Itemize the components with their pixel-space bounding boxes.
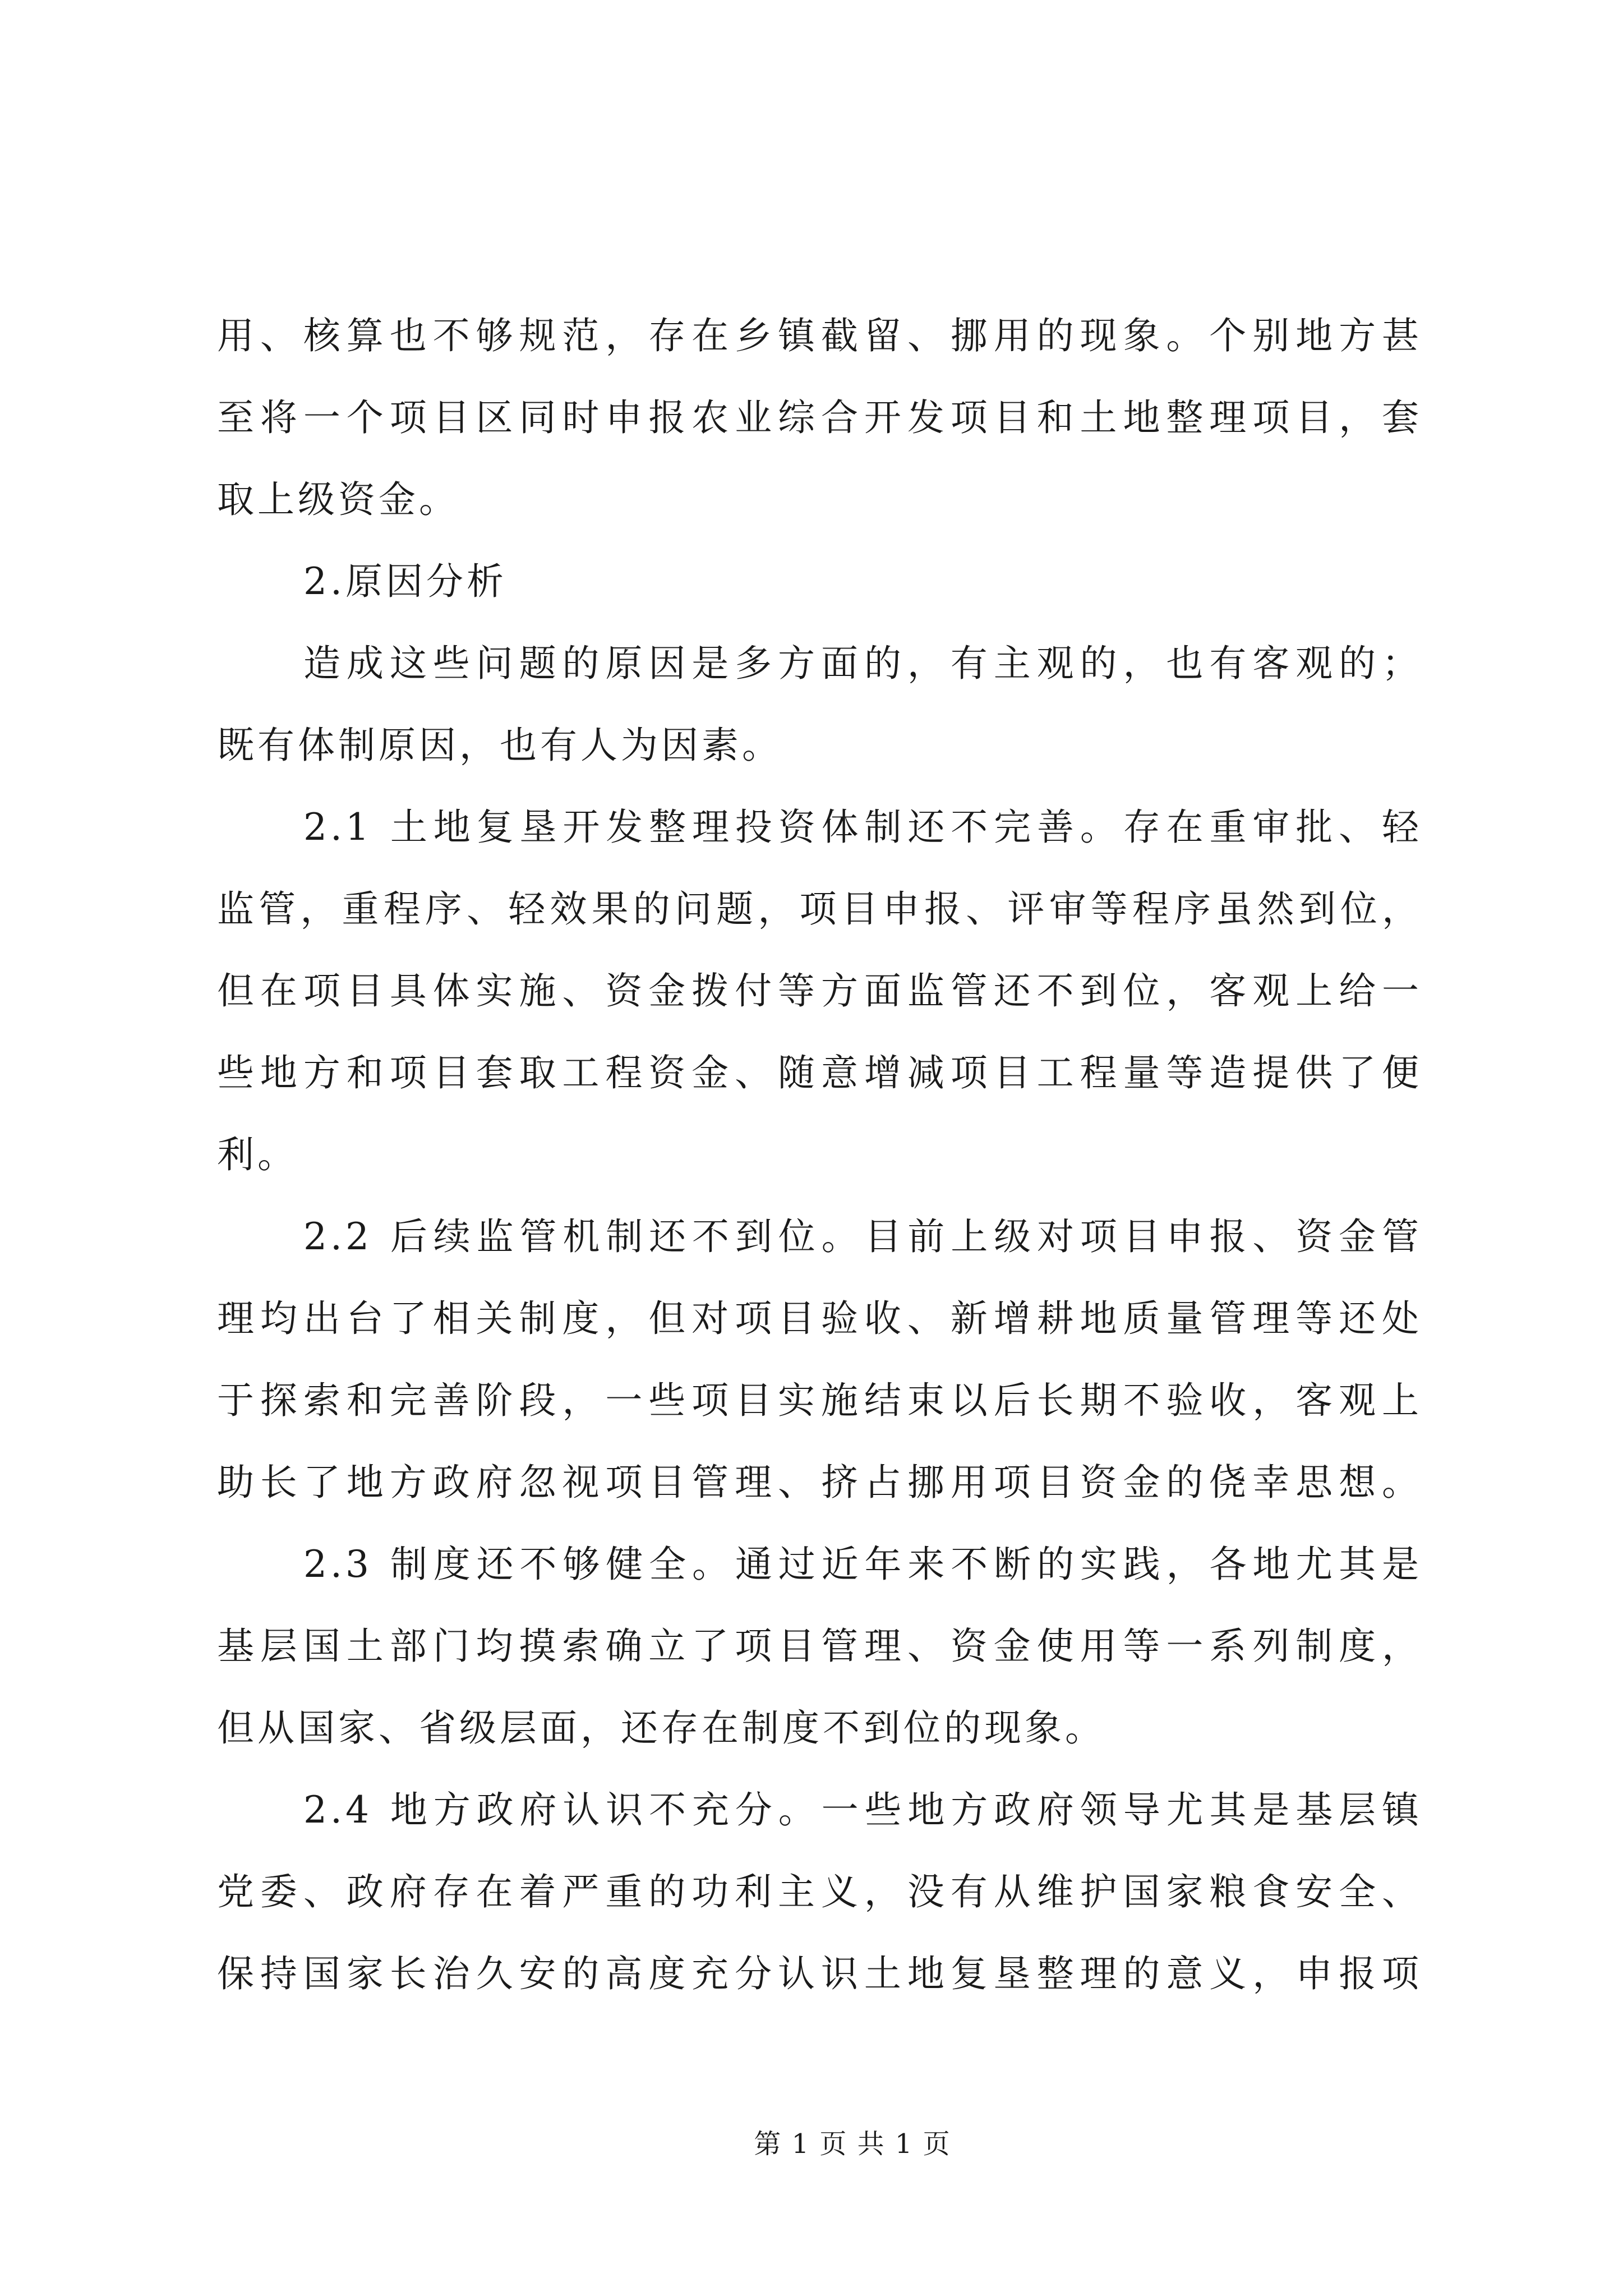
text-line: 保持国家长治久安的高度充分认识土地复垦整理的意义，申报项 <box>217 1952 1422 1995</box>
paragraph <box>217 1769 1422 2015</box>
text-line: 理均出台了相关制度，但对项目验收、新增耕地质量管理等还处 <box>217 1297 1422 1340</box>
text-line: 既有体制原因，也有人为因素。 <box>217 724 782 767</box>
text-line: 2.1 土地复垦开发整理投资体制还不完善。存在重审批、轻 <box>303 806 1422 849</box>
text-line: 助长了地方政府忽视项目管理、挤占挪用项目资金的侥幸思想。 <box>217 1461 1422 1504</box>
paragraph <box>217 786 1422 1196</box>
text-line: 但在项目具体实施、资金拨付等方面监管还不到位，客观上给一 <box>217 969 1422 1013</box>
section-heading <box>217 541 1422 623</box>
text-line: 但从国家、省级层面，还存在制度不到位的现象。 <box>217 1706 1105 1750</box>
text-line: 2.3 制度还不够健全。通过近年来不断的实践，各地尤其是 <box>303 1543 1422 1586</box>
text-line: 造成这些问题的原因是多方面的，有主观的，也有客观的； <box>303 642 1422 685</box>
text-line: 于探索和完善阶段，一些项目实施结束以后长期不验收，客观上 <box>217 1379 1422 1422</box>
text-line: 些地方和项目套取工程资金、随意增减项目工程量等造提供了便 <box>217 1051 1422 1094</box>
paragraph <box>217 623 1422 786</box>
text-line: 党委、政府存在着严重的功利主义，没有从维护国家粮食安全、 <box>217 1870 1422 1913</box>
text-line: 至将一个项目区同时申报农业综合开发项目和土地整理项目，套 <box>217 396 1422 439</box>
section-heading-text: 2.原因分析 <box>303 560 507 603</box>
text-line: 2.4 地方政府认识不充分。一些地方政府领导尤其是基层镇 <box>303 1788 1422 1832</box>
document-body <box>217 295 1422 2015</box>
text-line: 2.2 后续监管机制还不到位。目前上级对项目申报、资金管 <box>303 1215 1422 1258</box>
paragraph <box>217 1524 1422 1769</box>
page-footer: 第 1 页 共 1 页 <box>754 2128 951 2160</box>
text-line: 用、核算也不够规范，存在乡镇截留、挪用的现象。个别地方甚 <box>217 314 1422 357</box>
paragraph <box>217 1196 1422 1524</box>
text-line: 取上级资金。 <box>217 478 459 521</box>
paragraph <box>217 295 1422 541</box>
text-line: 利。 <box>217 1133 298 1176</box>
text-line: 基层国土部门均摸索确立了项目管理、资金使用等一系列制度， <box>217 1625 1422 1668</box>
text-line: 监管，重程序、轻效果的问题，项目申报、评审等程序虽然到位， <box>217 887 1422 931</box>
